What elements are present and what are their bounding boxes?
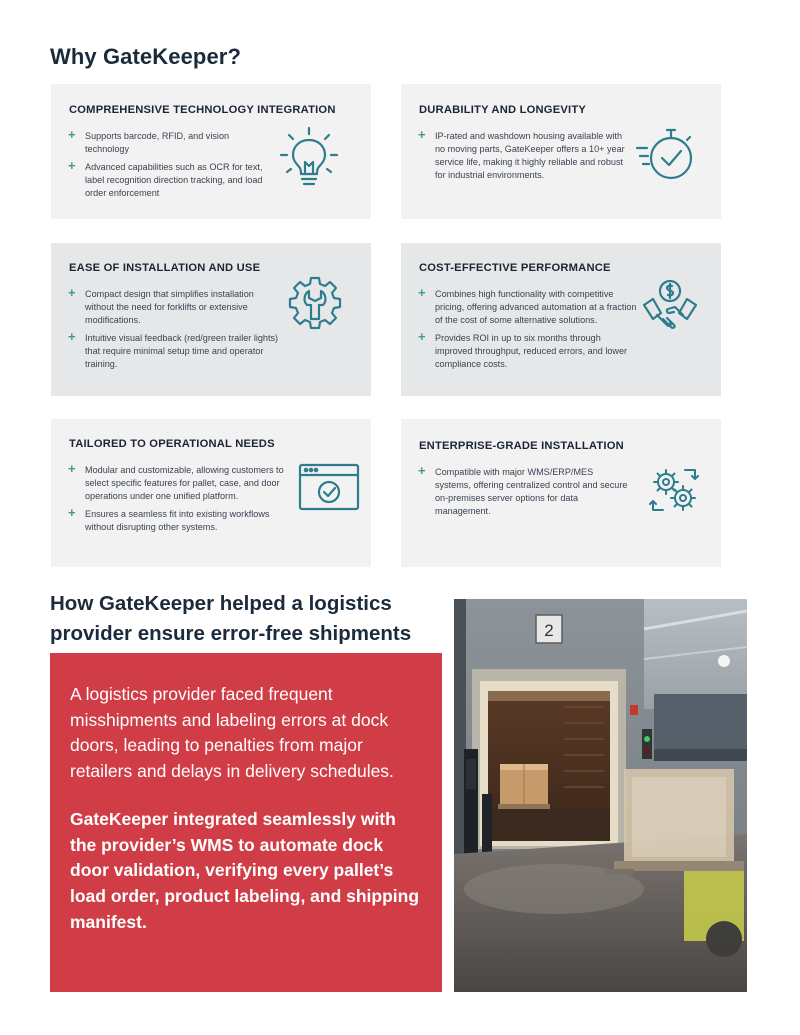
list-item: + Modular and customizable, allowing customers to select specific features for pallet, case, and door operations under one unified platform.: [68, 464, 298, 503]
browser-check-icon: [298, 463, 360, 511]
bullet-list: [418, 130, 630, 187]
list-item: + Provides ROI in up to six months through improved throughput, reduced errors, and lower compliance costs.: [418, 332, 638, 371]
list-item: + IP-rated and washdown housing available with no moving parts, GateKeeper offers a 10+ year service life, making it highly reliable and robust for industrial environments.: [418, 130, 630, 182]
challenge-text: A logistics provider faced frequent misshipments and labeling errors at dock doors, leading to penalties from major retailers and delays in delivery schedules.: [70, 684, 394, 782]
list-item: + Compact design that simplifies installation without the need for forklifts or extensive modifications.: [68, 288, 280, 327]
list-item: + Intuitive visual feedback (red/green trailer lights) that require minimal setup time and operator training.: [68, 332, 280, 371]
list-item: + Advanced capabilities such as OCR for text, label recognition direction tracking, and load order enforcement: [68, 161, 268, 200]
feature-card-installation: [51, 243, 371, 396]
warehouse-dock-photo: [454, 599, 747, 992]
solution-text: GateKeeper integrated seamlessly with the provider’s WMS to automate dock door validation, verifying every pallet’s load order, product labeling, and shipping manifest.: [70, 808, 420, 932]
gears-sync-icon: [649, 465, 699, 515]
bullet-list: [418, 288, 638, 376]
card-title: EASE OF INSTALLATION AND USE: [69, 262, 261, 274]
feature-card-enterprise: [401, 419, 721, 567]
door-number: 2: [544, 621, 554, 640]
list-item: + Combines high functionality with competitive pricing, offering advanced automation at a fraction of the cost of some alternative solutions.: [418, 288, 638, 327]
page-title: Why GateKeeper?: [50, 44, 241, 69]
list-item: + Ensures a seamless fit into existing workflows without disrupting other systems.: [68, 508, 298, 534]
card-title: COST-EFFECTIVE PERFORMANCE: [419, 262, 611, 274]
handshake-dollar-icon: [641, 279, 699, 335]
bullet-list: [418, 466, 630, 523]
feature-card-technology-integration: [51, 84, 371, 219]
feature-card-cost-effective: [401, 243, 721, 396]
card-title: COMPREHENSIVE TECHNOLOGY INTEGRATION: [69, 104, 336, 116]
feature-card-tailored: [51, 419, 371, 567]
bullet-list: [68, 464, 298, 539]
gear-wrench-icon: [287, 275, 343, 331]
list-item: + Compatible with major WMS/ERP/MES systems, offering centralized control and secure on-premises server options for data management.: [418, 466, 630, 518]
stopwatch-check-icon: [635, 124, 697, 186]
feature-card-durability: [401, 84, 721, 219]
bullet-list: [68, 288, 280, 376]
card-title: DURABILITY AND LONGEVITY: [419, 104, 587, 116]
card-title: ENTERPRISE-GRADE INSTALLATION: [419, 440, 624, 452]
bullet-list: [68, 130, 268, 205]
case-study-heading: How GateKeeper helped a logistics provider ensure error-free shipments: [50, 592, 412, 645]
case-study-panel: [50, 653, 442, 992]
lightbulb-icon: [279, 126, 339, 190]
list-item: + Supports barcode, RFID, and vision technology: [68, 130, 268, 156]
card-title: TAILORED TO OPERATIONAL NEEDS: [69, 438, 275, 450]
